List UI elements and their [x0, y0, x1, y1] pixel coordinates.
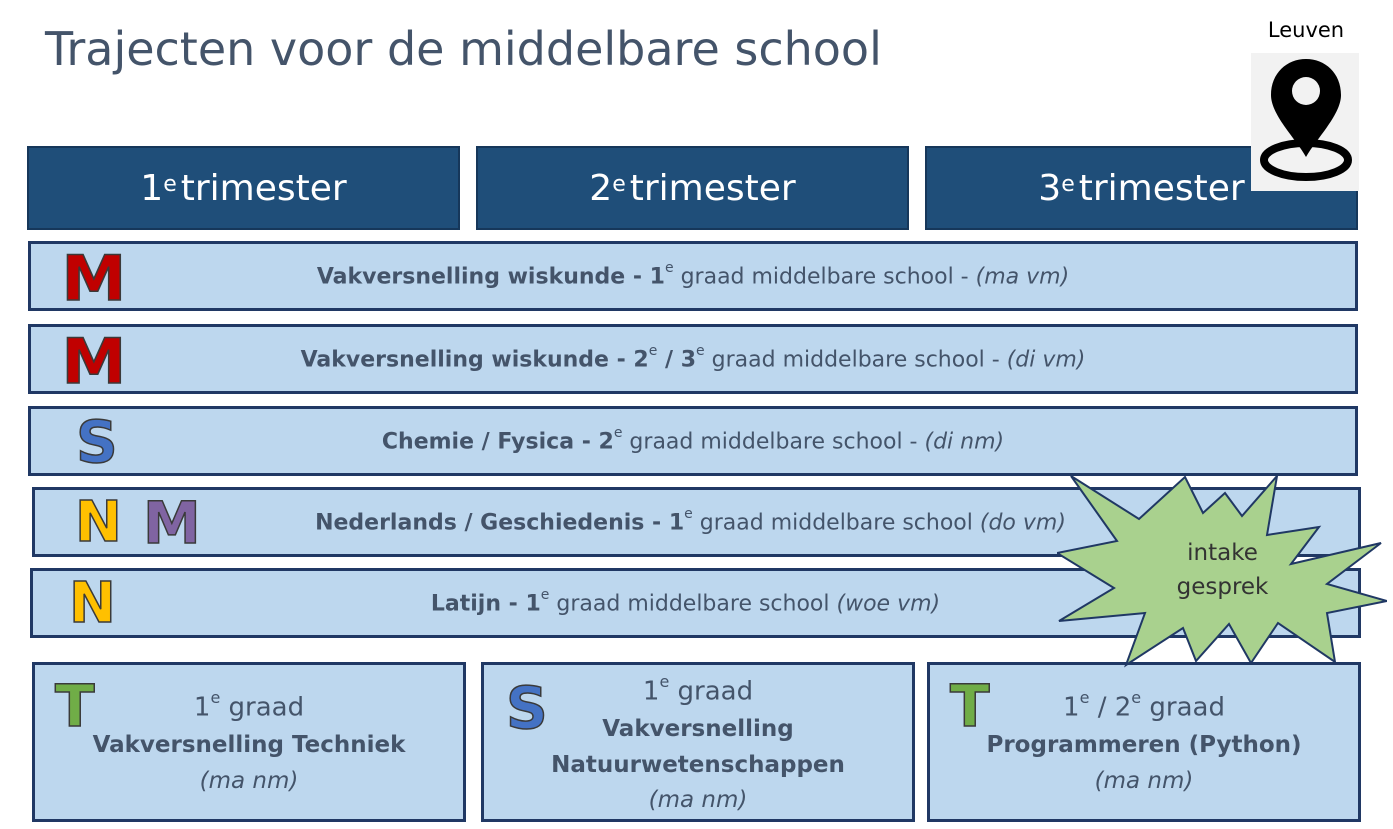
techniek-box: [32, 662, 466, 822]
box-grade: [35, 689, 463, 727]
map-pin-icon: [1251, 53, 1359, 191]
course-time: (di nm): [924, 429, 1005, 455]
techniek-text: [35, 689, 463, 798]
box-grade-sup-2: e: [1131, 688, 1142, 707]
box-grade-word: graad: [220, 692, 305, 723]
box-grade-sup: e: [659, 672, 670, 691]
technology-letter-icon: T: [55, 672, 95, 740]
box-grade-mid: / 2: [1089, 692, 1132, 723]
course-rest: graad middelbare school: [692, 510, 980, 536]
course-time: (ma vm): [975, 264, 1070, 290]
course-bold-2: / 3: [657, 347, 697, 373]
box-course-name: Vakversnelling: [602, 716, 794, 743]
course-bold: Latijn - 1: [430, 591, 541, 617]
box-grade-word: graad: [1141, 692, 1225, 723]
trimester-2-num: 2: [589, 167, 613, 209]
course-time: (woe vm): [836, 591, 941, 617]
course-label: [315, 505, 1066, 536]
box-grade: [930, 689, 1358, 727]
course-time: (di vm): [1006, 347, 1086, 373]
box-course-name: Programmeren (Python): [986, 732, 1302, 759]
course-sup: e: [613, 424, 623, 441]
trimester-3-sup: e: [1061, 171, 1075, 197]
natuurwetenschappen-box: [481, 662, 915, 822]
natuurwetenschappen-text: [484, 673, 912, 817]
science-letter-icon: S: [76, 408, 118, 476]
location-label: Leuven: [1267, 18, 1345, 42]
trimester-2-word: trimester: [629, 167, 796, 209]
trimester-3-word: trimester: [1078, 167, 1245, 209]
science-letter-icon: S: [506, 674, 548, 742]
box-grade-word: graad: [669, 676, 754, 707]
course-sup-2: e: [696, 342, 705, 359]
course-bold: Vakversnelling wiskunde - 1: [316, 264, 665, 290]
course-row-wiskunde-1: [28, 241, 1358, 315]
box-grade: [484, 673, 912, 711]
trimester-2-header: [476, 146, 909, 230]
intake-line-1: intake: [1187, 540, 1258, 566]
box-grade-num: 1: [193, 692, 211, 723]
course-sup: e: [648, 342, 658, 359]
course-rest: graad middelbare school -: [622, 429, 925, 455]
course-rest: graad middelbare school: [549, 591, 837, 617]
course-label: [430, 586, 941, 617]
course-label: [381, 424, 1005, 455]
history-letter-icon: M: [143, 489, 201, 557]
intake-line-2: gesprek: [1176, 574, 1269, 600]
trimester-1-num: 1: [140, 167, 164, 209]
programmeren-text: [930, 689, 1358, 798]
programmeren-box: [927, 662, 1361, 822]
intake-label: [1140, 536, 1305, 604]
course-bold: Nederlands / Geschiedenis - 1: [315, 510, 685, 536]
course-time: (do vm): [979, 510, 1066, 536]
course-rest: graad middelbare school -: [704, 347, 1007, 373]
page-title: Trajecten voor de middelbare school: [45, 22, 882, 76]
course-label: [316, 259, 1070, 290]
box-course-name: Vakversnelling Techniek: [92, 732, 406, 759]
language-letter-icon: N: [75, 490, 122, 555]
language-letter-icon: N: [69, 571, 116, 636]
box-grade-sup: e: [1079, 688, 1090, 707]
course-sup: e: [684, 505, 693, 522]
box-grade-num: 1: [642, 676, 660, 707]
trimester-1-header: [27, 146, 460, 230]
trimester-3-num: 3: [1038, 167, 1062, 209]
course-bold: Vakversnelling wiskunde - 2: [300, 347, 649, 373]
course-rest: graad middelbare school -: [673, 264, 976, 290]
box-course-time: (ma nm): [648, 787, 748, 814]
trimester-1-sup: e: [163, 171, 177, 197]
course-sup: e: [664, 259, 674, 276]
math-letter-icon: M: [61, 325, 127, 398]
course-row-chemie-fysica: [28, 406, 1358, 476]
math-letter-icon: M: [61, 242, 127, 315]
box-course-name-2: Natuurwetenschappen: [551, 751, 845, 778]
box-grade-num: 1: [1063, 692, 1080, 723]
technology-letter-icon: T: [950, 672, 990, 740]
course-bold: Chemie / Fysica - 2: [381, 429, 614, 455]
course-sup: e: [540, 586, 550, 603]
course-row-wiskunde-2-3: [28, 324, 1358, 398]
box-course-time: (ma nm): [199, 767, 299, 794]
trimester-2-sup: e: [612, 171, 626, 197]
box-course-time: (ma nm): [1094, 767, 1194, 794]
course-label: [300, 342, 1086, 373]
trimester-1-word: trimester: [180, 167, 347, 209]
box-grade-sup: e: [210, 688, 221, 707]
